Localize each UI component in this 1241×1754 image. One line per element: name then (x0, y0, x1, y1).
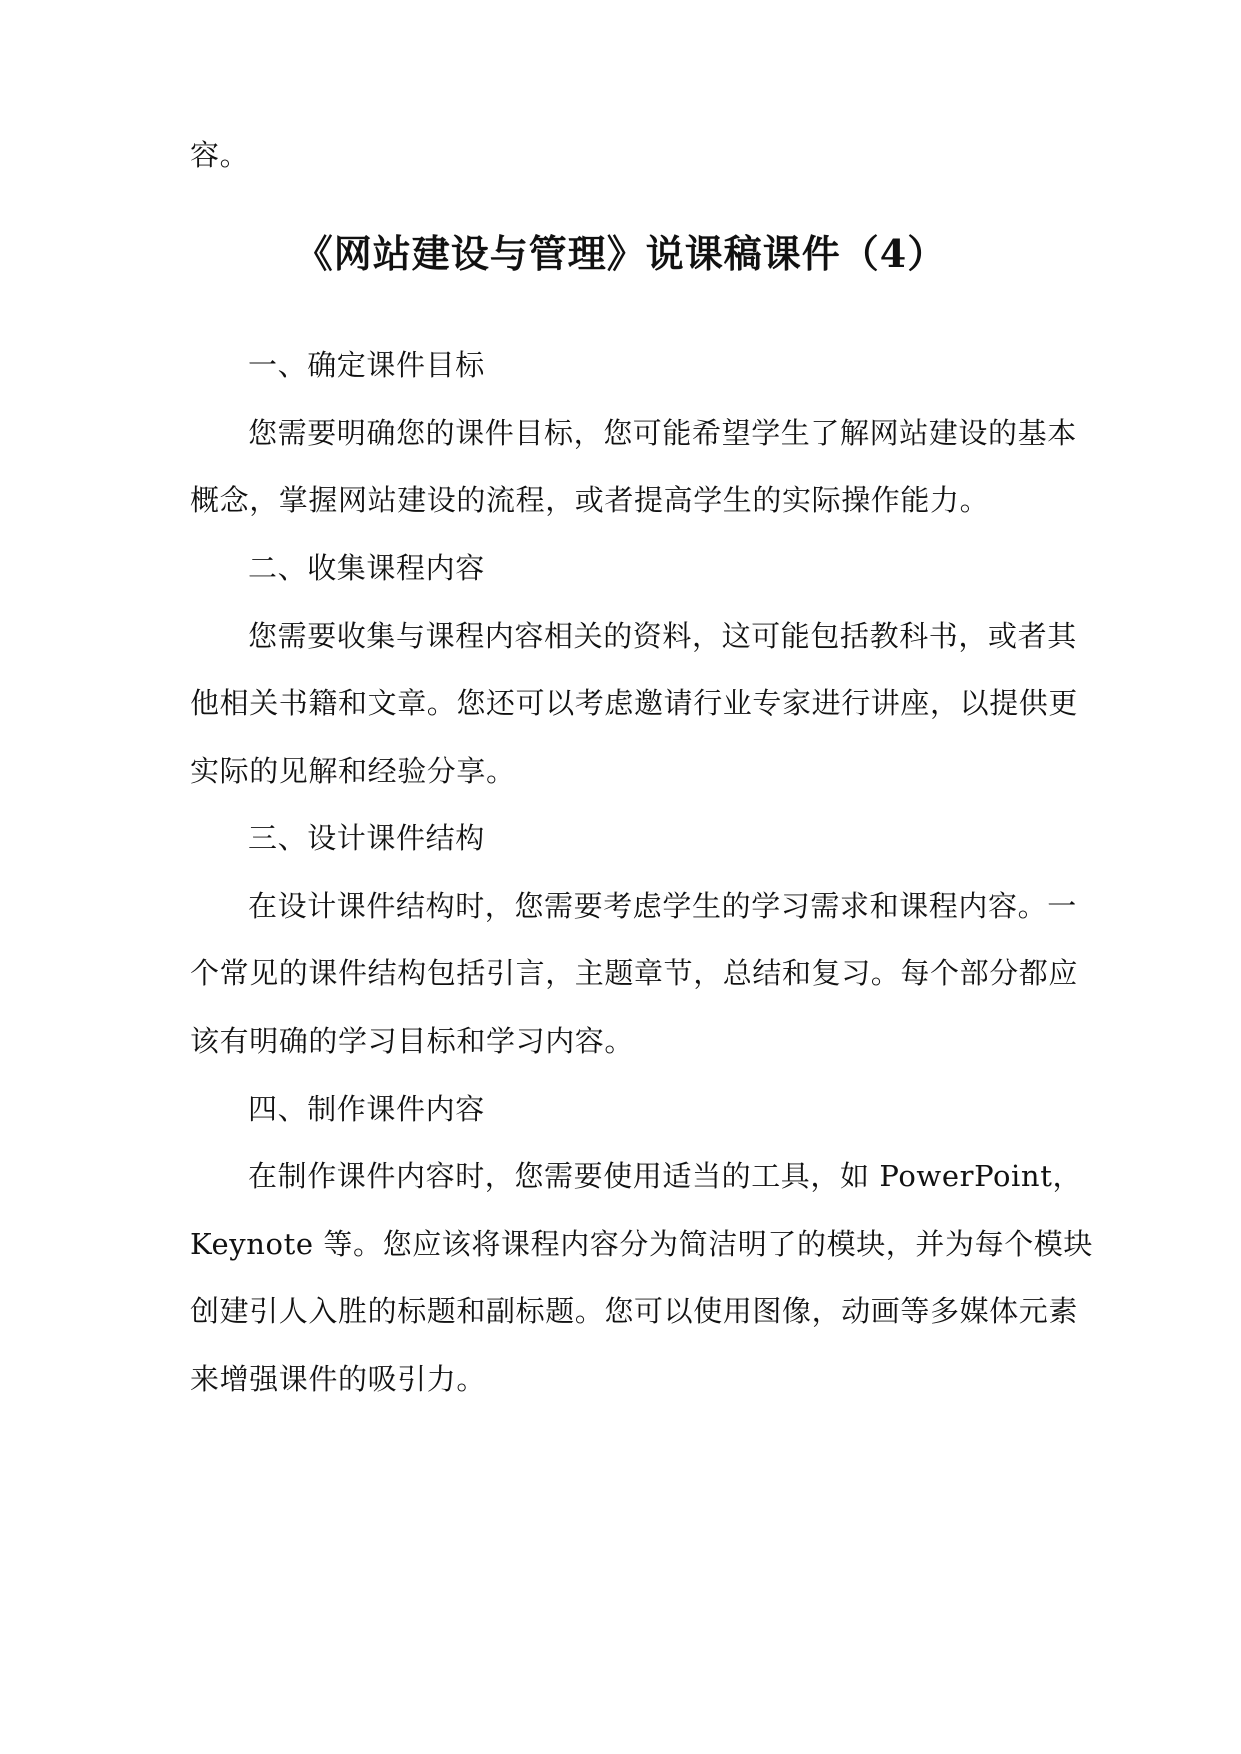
paragraph-line: 实际的见解和经验分享。 (190, 754, 516, 788)
section-heading-3: 三、设计课件结构 (248, 821, 485, 855)
section-heading-2: 二、收集课程内容 (248, 551, 485, 585)
paragraph-line: 来增强课件的吸引力。 (190, 1362, 487, 1396)
continuation-text: 容。 (190, 138, 250, 172)
paragraph-line: 您需要明确您的课件目标，您可能希望学生了解网站建设的基本 (248, 416, 1077, 450)
paragraph-line: 在制作课件内容时，您需要使用适当的工具，如 PowerPoint， (248, 1159, 1083, 1193)
paragraph-line: 个常见的课件结构包括引言，主题章节，总结和复习。每个部分都应 (190, 956, 1079, 990)
paragraph-line: 在设计课件结构时，您需要考虑学生的学习需求和课程内容。一 (248, 889, 1077, 923)
section-heading-1: 一、确定课件目标 (248, 348, 485, 382)
paragraph-line: 该有明确的学习目标和学习内容。 (190, 1024, 635, 1058)
paragraph-line: 创建引人入胜的标题和副标题。您可以使用图像，动画等多媒体元素 (190, 1294, 1079, 1328)
paragraph-line: 概念，掌握网站建设的流程，或者提高学生的实际操作能力。 (190, 483, 990, 517)
paragraph-line: 您需要收集与课程内容相关的资料，这可能包括教科书，或者其 (248, 619, 1077, 653)
page-title: 《网站建设与管理》说课稿课件（4） (294, 231, 947, 276)
paragraph-line: 他相关书籍和文章。您还可以考虑邀请行业专家进行讲座，以提供更 (190, 686, 1079, 720)
paragraph-line: Keynote 等。您应该将课程内容分为简洁明了的模块，并为每个模块 (190, 1227, 1094, 1261)
section-heading-4: 四、制作课件内容 (248, 1092, 485, 1126)
